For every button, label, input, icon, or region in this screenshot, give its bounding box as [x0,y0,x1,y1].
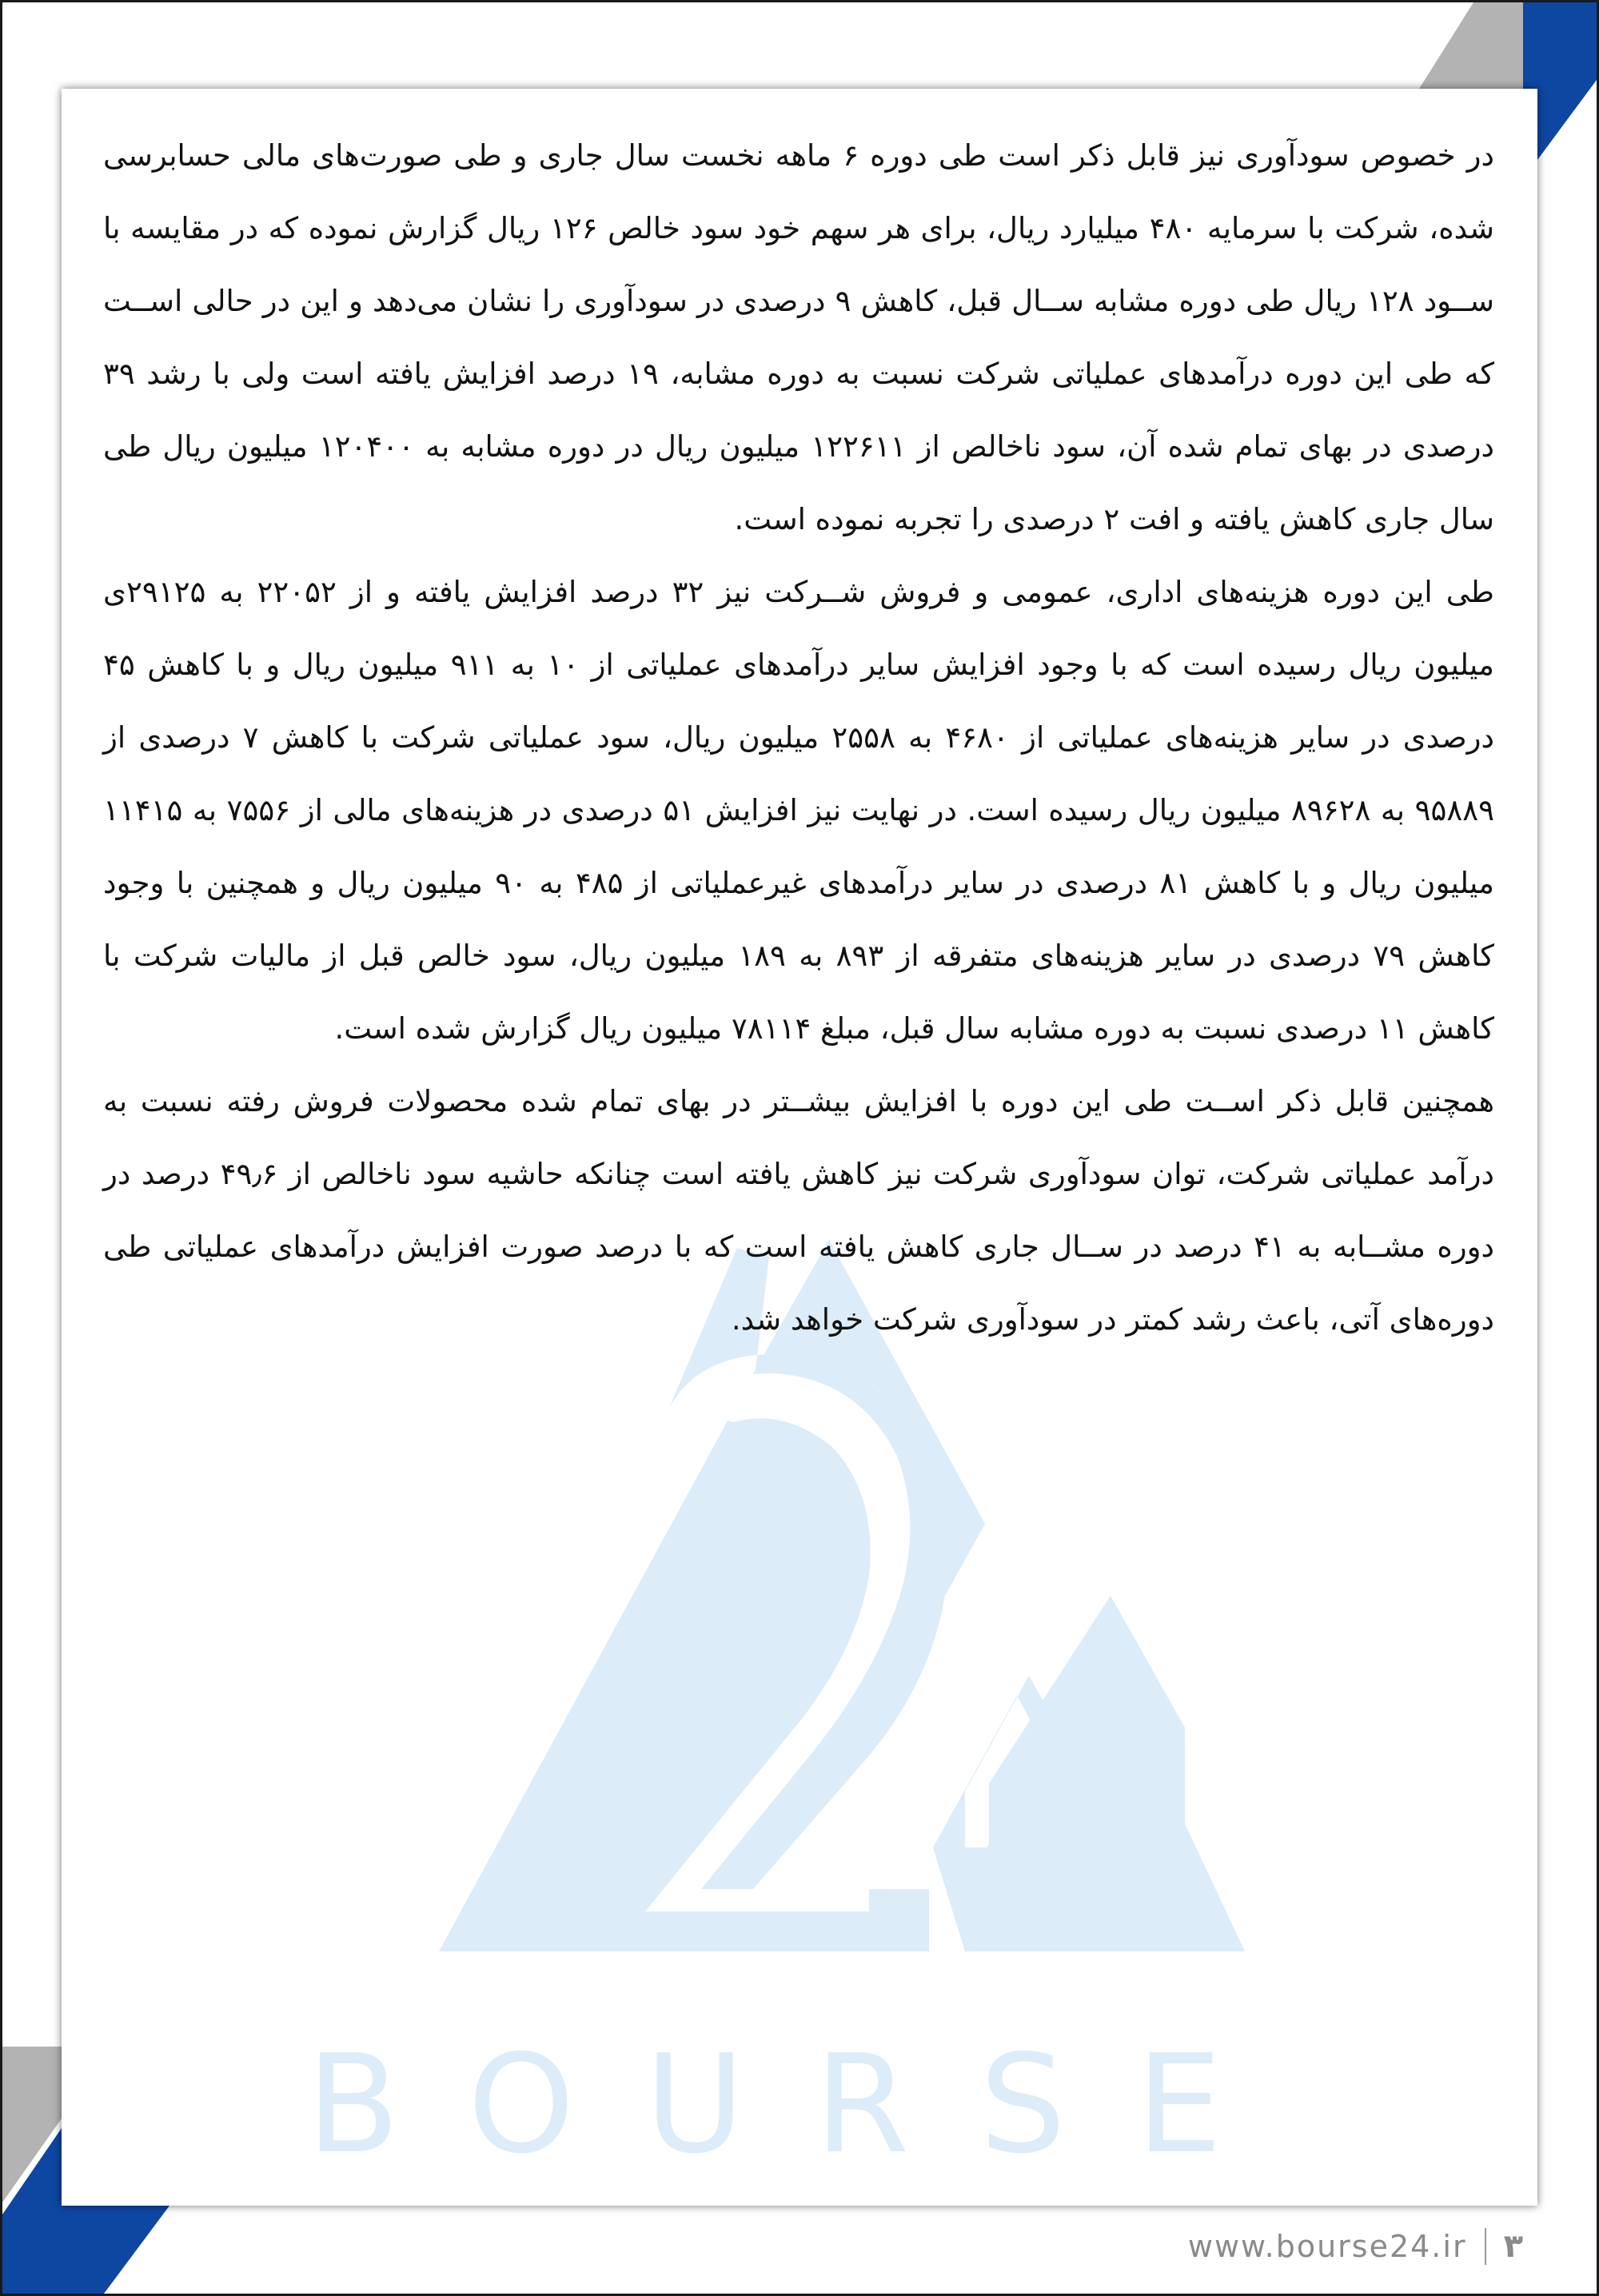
article-paragraph: در خصوص سودآوری نیز قابل ذکر است طی دوره ۶ ماهه نخست سال جاری و طی صورت‌های مالی حسابرسی شده، شرکت با سرمایه ۴۸۰ میلیارد ریال، برای هر سهم خود سود خالص ۱۲۶ ریال گزارش نموده که در مقایسه با ســود ۱۲۸ ریال طی دوره مشابه ســال قبل، کاهش ۹ درصدی در سودآوری را نشان می‌دهد و این در حالی اســت که طی این دوره درآمدهای عملیاتی شرکت نسبت به دوره مشابه، ۱۹ درصد افزایش یافته است ولی با رشد ۳۹ درصدی در بهای تمام شده آن، سود ناخالص از ۱۲۲۶۱۱ میلیون ریال در دوره مشابه به ۱۲۰۴۰۰ میلیون ریال طی سال جاری کاهش یافته و افت ۲ درصدی را تجربه نموده است. [103,138,1495,536]
watermark-right-big-triangle [965,1596,1245,1951]
content-card [62,89,1537,2206]
article-body [103,119,1494,1356]
watermark-wordmark: BOURSE [306,2026,1293,2184]
website-link[interactable]: www.bourse24.ir [1187,2229,1467,2264]
page-number: ۳ [1503,2228,1523,2265]
footer-divider [1485,2228,1486,2265]
article-paragraph: طی این دوره هزینه‌های اداری، عمومی و فروش شــرکت نیز ۳۲ درصد افزایش یافته و از ۲۲۰۵۲ به ۲۹۱۲۵ی میلیون ریال رسیده است که با وجود افزایش سایر درآمدهای عملیاتی از ۱۰ به ۹۱۱ میلیون ریال و با کاهش ۴۵ درصدی در سایر هزینه‌های عملیاتی از ۴۶۸۰ به ۲۵۵۸ میلیون ریال، سود عملیاتی شرکت با کاهش ۷ درصدی از ۹۵۸۸۹ به ۸۹۶۲۸ میلیون ریال رسیده است. در نهایت نیز افزایش ۵۱ درصدی در هزینه‌های مالی از ۷۵۵۶ به ۱۱۴۱۵ میلیون ریال و با کاهش ۸۱ درصدی در سایر درآمدهای غیرعملیاتی از ۴۸۵ به ۹۰ میلیون ریال و همچنین با وجود کاهش ۷۹ درصدی در سایر هزینه‌های متفرقه از ۸۹۳ به ۱۸۹ میلیون ریال، سود خالص قبل از مالیات شرکت با کاهش ۱۱ درصدی نسبت به دوره مشابه سال قبل، مبلغ ۷۸۱۱۴ میلیون ریال گزارش شده است. [103,575,1494,1046]
page-footer [1188,2222,1523,2270]
article-paragraph: همچنین قابل ذکر اســت طی این دوره با افزایش بیشــتر در بهای تمام شده محصولات فروش رفته نسبت به درآمد عملیاتی شرکت، توان سودآوری شرکت نیز کاهش یافته است چنانکه حاشیه سود ناخالص از ۴۹٫۶ درصد در دوره مشــابه به ۴۱ درصد در ســال جاری کاهش یافته است که با درصد صورت افزایش درآمدهای عملیاتی طی دوره‌های آتی، باعث رشد کمتر در سودآوری شرکت خواهد شد. [103,1084,1494,1337]
